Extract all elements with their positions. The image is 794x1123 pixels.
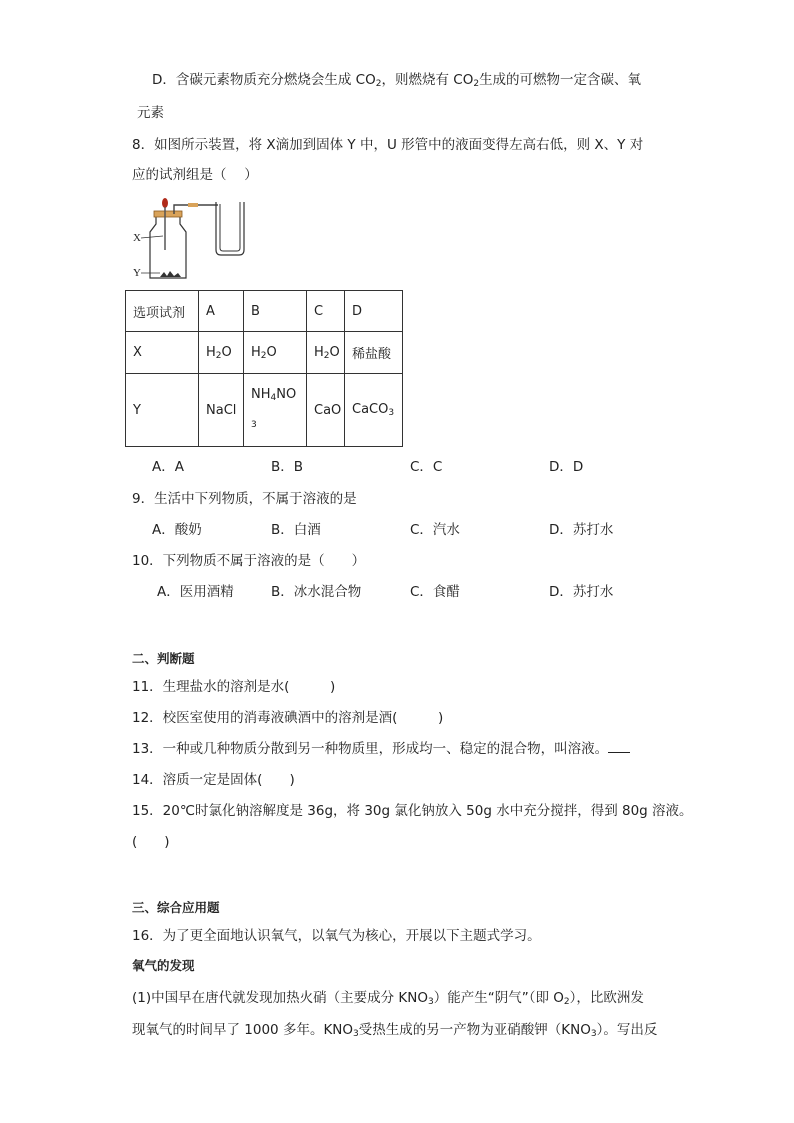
reagent-table bbox=[125, 290, 403, 447]
table-cell: X bbox=[126, 332, 199, 374]
table-cell: D bbox=[345, 291, 403, 332]
answer-blank[interactable] bbox=[608, 740, 630, 753]
table-row-x bbox=[126, 332, 403, 374]
q8-option-a[interactable]: A．A bbox=[152, 459, 184, 475]
table-cell: $H_2O$ bbox=[244, 332, 307, 374]
q16-p1-line1: (1)中国早在唐代就发现加热火硝（主要成分 $KNO_3$）能产生“阴气”（即 $O_2$），比欧洲发 bbox=[132, 990, 644, 1007]
q7-option-d-line1: D．含碳元素物质充分燃烧会生成 $CO_2$，则燃烧有 $CO_2$生成的可燃物一定含碳、氧 bbox=[152, 72, 642, 89]
table-cell: 稀盐酸 bbox=[345, 332, 403, 374]
q10-stem: 10．下列物质不属于溶液的是（ ） bbox=[132, 553, 366, 569]
table-cell: A bbox=[199, 291, 244, 332]
solid-y bbox=[160, 271, 181, 277]
subheading-oxygen-discovery: 氧气的发现 bbox=[132, 958, 195, 973]
table-cell: CaO bbox=[307, 374, 345, 447]
table-row-header bbox=[126, 291, 403, 332]
table-cell: B bbox=[244, 291, 307, 332]
q7-option-d-line2: 元素 bbox=[137, 105, 164, 121]
q8-option-c[interactable]: C．C bbox=[410, 459, 443, 475]
q8-stem-line1: 8．如图所示装置，将 X滴加到固体 Y 中，U 形管中的液面变得左高右低，则 X、Y 对 bbox=[132, 137, 644, 153]
label-y: Y bbox=[133, 267, 141, 279]
q10-option-c[interactable]: C．食醋 bbox=[410, 584, 460, 600]
section2-title: 二、判断题 bbox=[132, 651, 195, 666]
q9-option-a[interactable]: A．酸奶 bbox=[152, 522, 202, 538]
table-cell: C bbox=[307, 291, 345, 332]
q10-option-d[interactable]: D．苏打水 bbox=[549, 584, 614, 600]
q10-option-a[interactable]: A．医用酒精 bbox=[157, 584, 234, 600]
stopper bbox=[154, 211, 182, 217]
table-cell: CaCO$_3$ bbox=[345, 374, 403, 447]
q16-stem: 16．为了更全面地认识氧气，以氧气为核心，开展以下主题式学习。 bbox=[132, 928, 541, 944]
q15-line1: 15．20℃时氯化钠溶解度是 36g，将 30g 氯化钠放入 50g 水中充分搅拌，得到 80g 溶液。 bbox=[132, 803, 693, 819]
q14: 14．溶质一定是固体( ) bbox=[132, 772, 295, 788]
apparatus-figure bbox=[130, 192, 250, 282]
q15-line2: ( ) bbox=[132, 834, 170, 850]
q13: 13．一种或几种物质分散到另一种物质里，形成均一、稳定的混合物，叫溶液。 bbox=[132, 737, 630, 757]
q9-option-c[interactable]: C．汽水 bbox=[410, 522, 460, 538]
table-cell: $NH_4NO$ 3 bbox=[244, 374, 307, 447]
q11: 11．生理盐水的溶剂是水( ) bbox=[132, 679, 336, 695]
q10-option-b[interactable]: B．冰水混合物 bbox=[271, 584, 362, 600]
q8-option-d[interactable]: D．D bbox=[549, 459, 584, 475]
q9-stem: 9．生活中下列物质，不属于溶液的是 bbox=[132, 491, 357, 507]
table-row-y bbox=[126, 374, 403, 447]
table-cell: $H_2O$ bbox=[307, 332, 345, 374]
q8-stem-line2: 应的试剂组是（ ） bbox=[132, 167, 258, 183]
table-cell: NaCl bbox=[199, 374, 244, 447]
q9-option-d[interactable]: D．苏打水 bbox=[549, 522, 614, 538]
table-cell: $H_2O$ bbox=[199, 332, 244, 374]
dropper-bulb bbox=[162, 198, 168, 208]
q12: 12．校医室使用的消毒液碘酒中的溶剂是酒( ) bbox=[132, 710, 444, 726]
bottle bbox=[150, 216, 186, 278]
table-cell: Y bbox=[126, 374, 199, 447]
q9-option-b[interactable]: B．白酒 bbox=[271, 522, 321, 538]
rubber-joint bbox=[188, 203, 198, 207]
label-x: X bbox=[133, 232, 141, 244]
q16-p1-line2: 现氧气的时间早了 1000 多年。$KNO_3$受热生成的另一产物为亚硝酸钾$(KNO_3)$。写出反 bbox=[132, 1022, 658, 1039]
q8-option-b[interactable]: B．B bbox=[271, 459, 304, 475]
section3-title: 三、综合应用题 bbox=[132, 900, 220, 915]
table-cell: 选项试剂 bbox=[126, 291, 199, 332]
